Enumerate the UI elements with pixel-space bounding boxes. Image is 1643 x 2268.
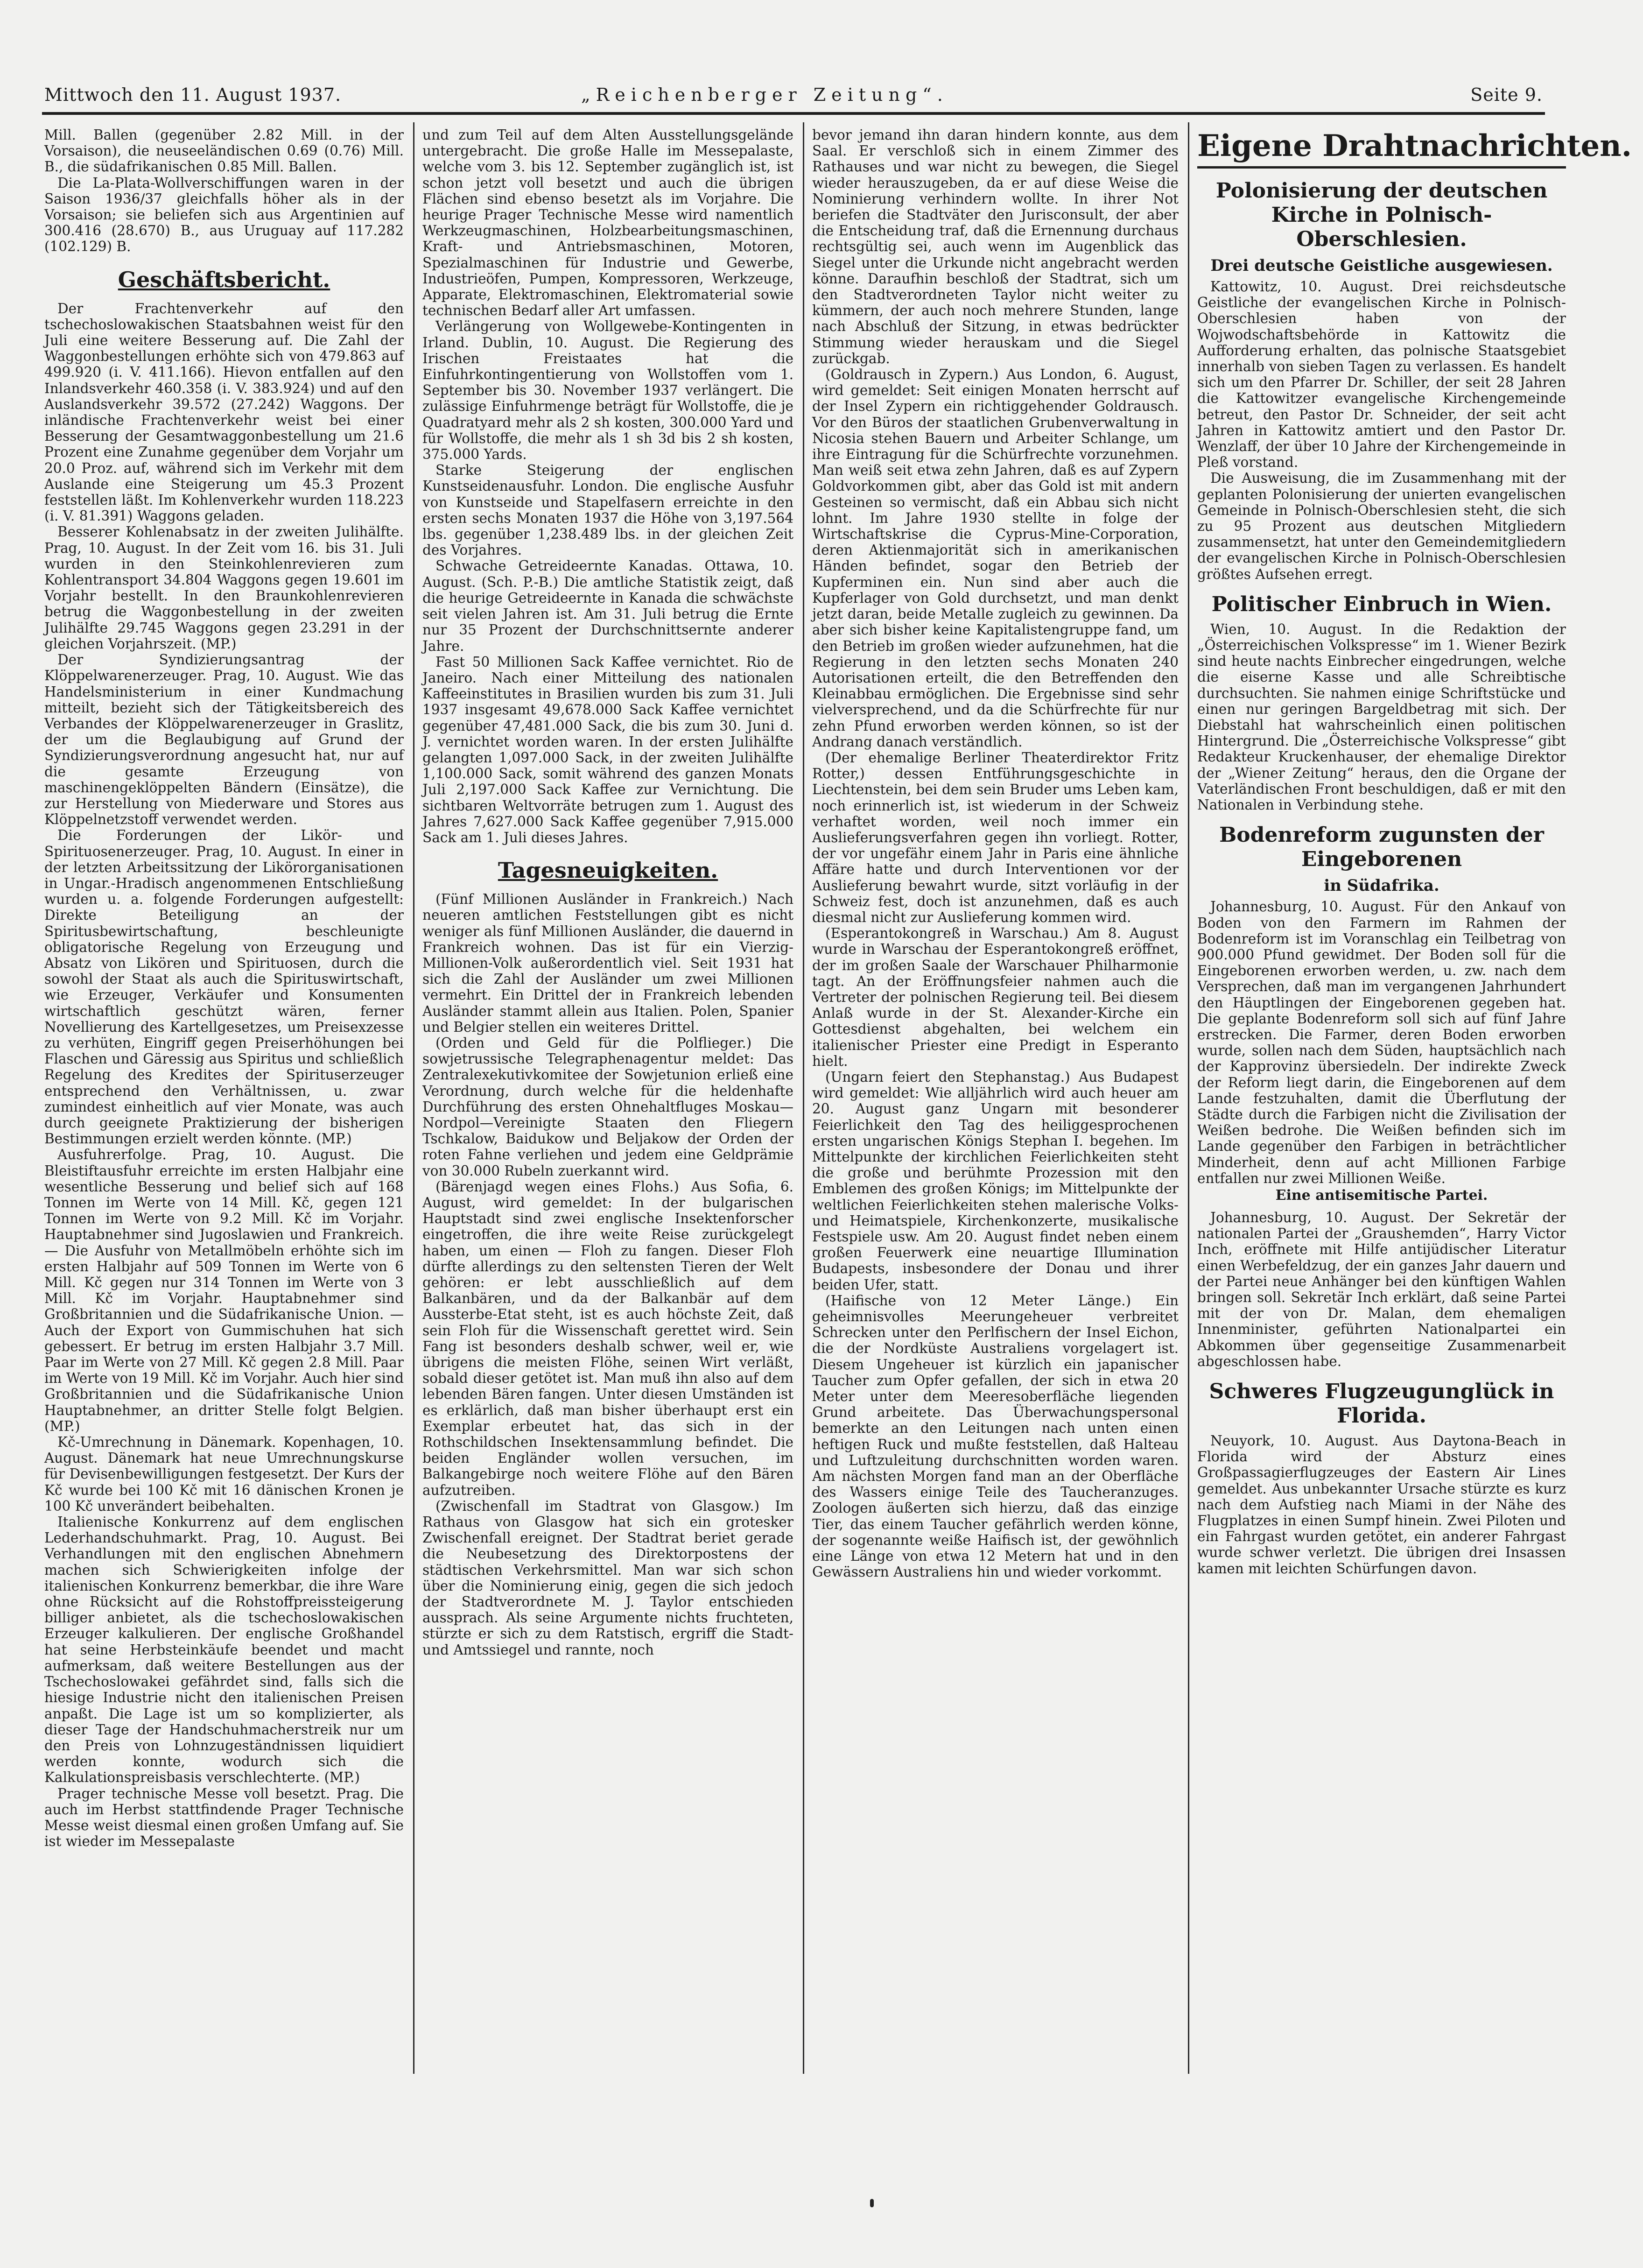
column-divider	[413, 122, 414, 2074]
article-text: Johannesburg, 10. August. Für den Ankauf von Boden von den Farmern im Rahmen der Bodenreform ist im Voranschlag ein Teilbetrag von 900.000 Pfund gewidmet. Der Boden soll für die Eingeborenen erworben werden, u. zw. nach dem Versprechen, daß man im vergangenen Jahrhundert den Häuptlingen der Eingeborenen gegeben hat. Die geplante Bodenreform soll sich auf fünf Jahre erstrecken. Die Farmer, deren Boden erworben wurde, sollen nach dem Süden, hauptsächlich nach der Kapprovinz übersiedeln. Der indirekte Zweck der Reform liegt darin, die Eingeborenen auf dem Lande festzuhalten, damit die Überflutung der Städte durch die Farbigen nicht die Zivilisation der Weißen bedrohe. Die Weißen befinden sich im Lande gegenüber den Farbigen in beträchtlicher Minderheit, denn auf acht Millionen Farbige entfallen nur zwei Millionen Weiße.	[1197, 899, 1566, 1186]
article-text: (Bärenjagd wegen eines Flohs.) Aus Sofia, 6. August, wird gemeldet: In der bulgarischen Hauptstadt sind zwei englische Insektenforscher eingetroffen, die ihre weite Reise zurückgelegt haben, um einen — Floh zu fangen. Dieser Floh dürfte allerdings zu den seltensten Tieren der Welt gehören: er lebt ausschließlich auf dem Balkanbären, und da der Balkanbär auf dem Aussterbe-Etat steht, ist es auch höchste Zeit, daß sein Floh für die Wissenschaft gerettet wird. Sein Fang ist besonders deshalb schwer, weil er, wie übrigens die meisten Flöhe, seinen Wirt verläßt, sobald dieser getötet ist. Man muß ihn also auf dem lebenden Bären fangen. Unter diesen Umständen ist es erklärlich, daß man bisher überhaupt erst ein Exemplar erbeutet hat, das sich in der Rothschildschen Insektensammlung befindet. Die beiden Engländer wollen versuchen, im Balkangebirge noch weitere Flöhe auf den Bären aufzutreiben.	[422, 1178, 793, 1498]
column-divider	[803, 122, 804, 2074]
article-text: Starke Steigerung der englischen Kunstseidenausfuhr. London. Die englische Ausfuhr von Kunstseide und Stapelfasern erreichte in den ersten sechs Monaten 1937 die Höhe von 3,197.564 lbs. gegenüber 1,238.489 lbs. in der gleichen Zeit des Vorjahres.	[422, 462, 793, 558]
article-text: und zum Teil auf dem Alten Ausstellungsgelände untergebracht. Die große Halle im Messepalaste, welche vom 3. bis 12. September zugänglich ist, ist schon jetzt voll besetzt und auch die übrigen Flächen sind ebenso besetzt als im Vorjahre. Die heurige Prager Technische Messe wird namentlich Werkzeugmaschinen, Holzbearbeitungsmaschinen, Kraft- und Antriebsmaschinen, Motoren, Spezialmaschinen für Industrie und Gewerbe, Industrieöfen, Pumpen, Kompressoren, Werkzeuge, Apparate, Elektromaschinen, Elektromaterial sowie technischen Bedarf aller Art umfassen.	[422, 127, 793, 319]
article-text: (Der ehemalige Berliner Theaterdirektor Fritz Rotter,) dessen Entführungsgeschichte in Liechtenstein, bei dem sein Bruder ums Leben kam, noch erinnerlich ist, ist wiederum in der Schweiz verhaftet worden, weil noch immer ein Auslieferungsverfahren gegen ihn vorliegt. Rotter, der vor ungefähr einem Jahr in Paris eine ähnliche Affäre hatte und durch Interventionen vor der Auslieferung bewahrt wurde, sitzt vorläufig in der Schweiz fest, doch ist anzunehmen, daß es auch diesmal nicht zur Auslieferung kommen wird.	[812, 749, 1179, 925]
article-subheadline: Eine antisemitische Partei.	[1275, 1187, 1488, 1204]
article-text: bevor jemand ihn daran hindern konnte, aus dem Saal. Er verschloß sich in einem Zimmer des Rathauses und war nicht zu bewegen, die Siegel wieder herauszugeben, da er auf diese Weise die Nominierung verhindern wollte. In ihrer Not beriefen die Stadtväter den Jurisconsult, der aber die Entscheidung traf, daß die Ernennung durchaus rechtsgültig sei, auch wenn im Augenblick das Siegel unter die Urkunde nicht angebracht werden könne. Daraufhin beschloß der Stadtrat, sich um den Stadtverordneten Taylor nicht weiter zu kümmern, der auch noch mehrere Stunden, lange nach Abschluß der Sitzung, in etwas bedrückter Stimmung wieder herauskam und die Siegel zurückgab.	[812, 127, 1179, 366]
article-text: Wien, 10. August. In die Redaktion der „Österreichischen Volkspresse“ im 1. Wiener Bezirk sind heute nachts Einbrecher eingedrungen, welche die eiserne Kasse und alle Schreibtische durchsuchten. Sie nahmen einige Schriftstücke und einen nur geringen Bargeldbetrag mit sich. Der Diebstahl hat wahrscheinlich einen politischen Hintergrund. Die „Österreichische Volkspresse“ gibt Redakteur Kruckenhauser, der ehemalige Direktor der „Wiener Zeitung“ heraus, den die Organe der Vaterländischen Front beschuldigen, daß er mit den Nationalen in Verbindung stehe.	[1197, 621, 1566, 813]
article-text: Italienische Konkurrenz auf dem englischen Lederhandschuhmarkt. Prag, 10. August. Bei Verhandlungen mit den englischen Abnehmern machen sich Schwierigkeiten infolge der italienischen Konkurrenz bemerkbar, die ihre Ware ohne Rücksicht auf die Rohstoffpreissteigerung billiger anbietet, als die tschechoslowakischen Erzeuger kalkulieren. Der englische Großhandel hat seine Herbsteinkäufe beendet und macht aufmerksam, daß weitere Bestellungen aus der Tschechoslowakei gefährdet sind, falls sich die hiesige Industrie nicht den italienischen Preisen anpaßt. Die Lage ist um so komplizierter, als dieser Tage der Handschuhmacherstreik nur um den Preis von Lohnzugeständnissen liquidiert werden konnte, wodurch sich die Kalkulationspreisbasis verschlechterte. (MP.)	[44, 1514, 404, 1786]
article-subheadline: Drei deutsche Geistliche ausgewiesen.	[1210, 256, 1553, 275]
ink-speck	[870, 2199, 874, 2207]
article-text: Mill. Ballen (gegenüber 2.82 Mill. in der Vorsaison), die neuseeländischen 0.69 (0.76) Mill. B., die südafrikanischen 0.85 Mill. Ballen.	[44, 127, 404, 175]
article-text: (Fünf Millionen Ausländer in Frankreich.) Nach neueren amtlichen Feststellungen gibt es nicht weniger als fünf Millionen Ausländer, die dauernd in Frankreich wohnen. Das ist für ein Vierzig-Millionen-Volk außerordentlich viel. Seit 1931 hat sich die Zahl der Ausländer um zwei Millionen vermehrt. Ein Drittel der in Frankreich lebenden Ausländer stammt allein aus Italien. Polen, Spanier und Belgier stellen ein weiteres Drittel.	[422, 891, 793, 1035]
article-text: Kč-Umrechnung in Dänemark. Kopenhagen, 10. August. Dänemark hat neue Umrechnungskurse für Devisenbewilligungen festgesetzt. Der Kurs der Kč wurde bei 100 Kč mit 16 dänischen Kronen je 100 Kč unverändert beibehalten.	[44, 1434, 404, 1514]
column-3	[812, 127, 1179, 2078]
column-divider	[1188, 122, 1189, 2074]
article-text: Johannesburg, 10. August. Der Sekretär der nationalen Partei der „Graushemden“, Harry Victor Inch, eröffnete mit Hilfe antijüdischer Literatur einen Werbefeldzug, der ein ganzes Jahr dauern und der Partei neue Anhänger bei den künftigen Wahlen bringen soll. Sekretär Inch erklärt, daß seine Partei mit der von Dr. Malan, dem ehemaligen Innenminister, geführten Nationalpartei ein Abkommen über gegenseitige Zusammenarbeit abgeschlossen habe.	[1197, 1209, 1566, 1369]
article-text: Neuyork, 10. August. Aus Daytona-Beach in Florida wird der Absturz eines Großpassagierflugzeuges der Eastern Air Lines gemeldet. Aus unbekannter Ursache stürzte es kurz nach dem Aufstieg nach Miami in der Nähe des Flugplatzes in einen Sumpf hinein. Zwei Piloten und ein Fahrgast wurden getötet, ein anderer Fahrgast wurde schwer verletzt. Die übrigen drei Insassen kamen mit leichten Schürfungen davon.	[1197, 1432, 1566, 1577]
article-text: Die Ausweisung, die im Zusammenhang mit der geplanten Polonisierung der unierten evangelischen Gemeinde in Polnisch-Oberschlesien steht, die sich zu 95 Prozent aus deutschen Mitgliedern zusammensetzt, hat unter den Gemeindemitgliedern der evangelischen Kirche in Polnisch-Oberschlesien größtes Aufsehen erregt.	[1197, 470, 1566, 582]
article-text: Die La-Plata-Wollverschiffungen waren in der Saison 1936/37 gleichfalls höher als in der Vorsaison; sie beliefen sich aus Argentinien auf 300.416 (28.670) B., aus Uruguay auf 117.282 (102.129) B.	[44, 175, 404, 255]
column-2	[422, 127, 793, 2078]
article-headline: Schweres Flugzeugunglück in Florida.	[1209, 1379, 1554, 1428]
page-number: Seite 9.	[1470, 85, 1543, 105]
article-text: Ausfuhrerfolge. Prag, 10. August. Die Bleistiftausfuhr erreichte im ersten Halbjahr eine wesentliche Besserung und belief sich auf 168 Tonnen im Werte von 14 Mill. Kč, gegen 121 Tonnen im Werte von 9.2 Mill. Kč im Vorjahr. Hauptabnehmer sind Jugoslawien und Frankreich. — Die Ausfuhr von Metallmöbeln erhöhte sich im ersten Halbjahr auf 509 Tonnen im Werte von 6 Mill. Kč gegen nur 314 Tonnen im Werte von 3 Mill. Kč im Vorjahr. Hauptabnehmer sind Großbritannien und die Südafrikanische Union. — Auch der Export von Gummischuhen hat sich gebessert. Er betrug im ersten Halbjahr 3.7 Mill. Paar im Werte von 27 Mill. Kč gegen 2.8 Mill. Paar im Werte von 19 Mill. Kč im Vorjahr. Auch hier sind Großbritannien und die Südafrikanische Union Hauptabnehmer, an dritter Stelle folgt Belgien. (MP.)	[44, 1147, 404, 1434]
article-text: (Ungarn feiert den Stephanstag.) Aus Budapest wird gemeldet: Wie alljährlich wird auch heuer am 20. August ganz Ungarn mit besonderer Feierlichkeit den Tag des heiliggesprochenen ersten ungarischen Königs Stephan I. begehen. Im Mittelpunkte der kirchlichen Feierlichkeiten steht die große und berühmte Prozession mit den Emblemen des großen Königs; im Mittelpunkte der weltlichen Feierlichkeiten stehen malerische Volks- und Heimatspiele, Kirchenkonzerte, musikalische Festspiele usw. Am 20. August findet neben einem großen Feuerwerk eine neuartige Illumination Budapests, insbesondere der Donau und ihrer beiden Ufer, statt.	[812, 1069, 1179, 1293]
section-heading: Geschäftsbericht.	[118, 267, 330, 292]
article-text: Der Syndizierungsantrag der Klöppelwarenerzeuger. Prag, 10. August. Wie das Handelsministerium in einer Kundmachung mitteilt, bezieht sich der Tätigkeitsbereich des Verbandes der Klöppelwarenerzeuger in Graslitz, der um die Beglaubigung auf Grund der Syndizierungsverordnung angesucht hat, nur auf die gesamte Erzeugung von maschinengeklöppelten Bändern (Einsätze), die zur Herstellung von Miederware und Stores aus Klöppelnetzstoff verwendet werden.	[44, 652, 404, 828]
article-text: Besserer Kohlenabsatz in der zweiten Julihälfte. Prag, 10. August. In der Zeit vom 16. bis 31. Juli wurden in den Steinkohlenrevieren zum Kohlentransport 34.804 Waggons gegen 19.601 im Vorjahr bestellt. In den Braunkohlenrevieren betrug die Waggonbestellung in der zweiten Julihälfte 29.745 Waggons gegen 23.291 in der gleichen Vorjahrszeit. (MP.)	[44, 524, 404, 652]
article-headline: Bodenreform zugunsten der Eingeborenen	[1219, 823, 1544, 872]
article-subheadline: in Südafrika.	[1324, 876, 1439, 895]
issue-date: Mittwoch den 11. August 1937.	[44, 85, 342, 105]
article-text: (Haifische von 12 Meter Länge.) Ein geheimnisvolles Meerungeheuer verbreitet Schrecken unter den Perlfischern der Insel Eichon, die der Nordküste Australiens vorgelagert ist. Diesem Ungeheuer ist kürzlich ein japanischer Taucher zum Opfer gefallen, der sich in etwa 20 Meter unter dem Meeresoberfläche liegenden Grund arbeitete. Das Überwachungspersonal bemerkte an den Leitungen nach unten einen heftigen Ruck und mußte feststellen, daß Halteau und Luftzuleitung durchschnitten worden waren. Am nächsten Morgen fand man an der Oberfläche des Wassers einige Teile des Taucheranzuges. Zoologen äußerten sich hierzu, daß das einzige Tier, das einem Taucher gefährlich werden könne, der sogenannte weiße Haifisch ist, der gewöhnlich eine Länge von etwa 12 Metern hat und in den Gewässern Australiens hin und wieder vorkommt.	[812, 1292, 1179, 1580]
section-banner: Eigene Drahtnachrichten.	[1197, 127, 1566, 169]
article-text: Der Frachtenverkehr auf den tschechoslowakischen Staatsbahnen weist für den Juli eine weitere Besserung auf. Die Zahl der Waggonbestellungen erhöhte sich von 479.863 auf 499.920 (i. V. 411.166). Hievon entfallen auf den Inlandsverkehr 460.358 (i. V. 383.924) und auf den Auslandsverkehr 39.572 (27.242) Waggons. Der inländische Frachtenverkehr weist bei einer Besserung der Gesamtwaggonbestellung um 21.6 Prozent eine Zunahme gegenüber dem Vorjahr um 20.0 Proz. auf, während sich im Verkehr mit dem Auslande eine Steigerung um 45.3 Prozent feststellen läßt. Im Kohlenverkehr wurden 118.223 (i. V. 81.391) Waggons geladen.	[44, 300, 404, 524]
article-text: (Zwischenfall im Stadtrat von Glasgow.) Im Rathaus von Glasgow hat sich ein grotesker Zwischenfall ereignet. Der Stadtrat beriet gerade die Neubesetzung des Direktorpostens der städtischen Verkehrsmittel. Man war sich schon über die Nominierung einig, gegen die sich jedoch der Stadtverordnete M. J. Taylor entschieden aussprach. Als seine Argumente nichts fruchteten, stürzte er sich zu dem Ratstisch, ergriff die Stadt- und Amtssiegel und rannte, noch	[422, 1498, 793, 1658]
article-text: Die Forderungen der Likör- und Spirituosenerzeuger. Prag, 10. August. In einer in der letzten Arbeitssitzung der Likörorganisationen in Ungar.-Hradisch angenommenen Entschließung wurden u. a. folgende Forderungen aufgestellt: Direkte Beteiligung an der Spiritusbewirtschaftung, beschleunigte obligatorische Regelung von Erzeugung und Absatz von Likören und Spirituosen, durch die sowohl der Staat als auch die Spirituswirtschaft, wie Erzeuger, Verkäufer und Konsumenten wirtschaftlich geschützt wären, ferner Novellierung des Kartellgesetzes, um Preisexzesse zu verhüten, Eingriff gegen Preiserhöhungen bei Flaschen und Gäressig aus Spiritus und schließlich Regelung des Kredites der Spirituserzeuger entsprechend den Verhältnissen, u. zwar zumindest einheitlich auf vier Monate, was auch durch geeignete Praktizierung der bisherigen Bestimmungen erzielt werden könnte. (MP.)	[44, 827, 404, 1147]
article-headline: Politischer Einbruch in Wien.	[1211, 592, 1552, 616]
article-headline: Polonisierung der deutschen Kirche in Polnisch-Oberschlesien.	[1215, 179, 1548, 251]
article-text: Fast 50 Millionen Sack Kaffee vernichtet. Rio de Janeiro. Nach einer Mitteilung des nationalen Kaffeeinstitutes in Brasilien wurden bis zum 31. Juli 1937 insgesamt 49,678.000 Sack Kaffee vernichtet gegenüber 47,481.000 Sack, die bis zum 30. Juni d. J. vernichtet worden waren. In der ersten Julihälfte gelangten 1,097.000 Sack, in der zweiten Julihälfte 1,100.000 Sack, somit während des ganzen Monats Juli 2,197.000 Sack Kaffee zur Vernichtung. Die sichtbaren Weltvorräte betrugen zum 1. August des Jahres 7,627.000 Sack Kaffee gegenüber 7,915.000 Sack am 1. Juli dieses Jahres.	[422, 654, 793, 845]
article-text: Schwache Getreideernte Kanadas. Ottawa, 10. August. (Sch. P.-B.) Die amtliche Statistik zeigt, daß die heurige Getreideernte in Kanada die schwächste seit vielen Jahren ist. Am 31. Juli betrug die Ernte nur 35 Prozent der Durchschnittsernte anderer Jahre.	[422, 558, 793, 654]
section-heading: Tagesneuigkeiten.	[498, 858, 718, 883]
article-text: (Goldrausch in Zypern.) Aus London, 6. August, wird gemeldet: Seit einigen Monaten herrscht auf der Insel Zypern ein richtiggehender Goldrausch. Vor den Büros der staatlichen Grubenverwaltung in Nicosia stehen Bauern und Arbeiter Schlange, um ihre Eintragung für die Schürfrechte vorzunehmen. Man weiß seit etwa zehn Jahren, daß es auf Zypern Goldvorkommen gibt, aber das Gold ist mit andern Gesteinen so vermischt, daß ein Abbau sich nicht lohnt. Im Jahre 1930 stellte in folge der Wirtschaftskrise die Cyprus-Mine-Corporation, deren Aktienmajorität sich in amerikanischen Händen befindet, sogar den Betrieb der Kupferminen ein. Nun sind aber auch die Kupferlager von Gold durchsetzt, und man denkt jetzt daran, beide Metalle zugleich zu gewinnen. Da aber sich bisher keine Kapitalistengruppe fand, um den Betrieb im großen wieder aufzunehmen, hat die Regierung in den letzten sechs Monaten 240 Autorisationen erteilt, die den Betreffenden den Kleinabbau ermöglichen. Die Ergebnisse sind sehr vielversprechend, und da die Schürfrechte für nur zehn Pfund erworben werden können, so ist der Andrang danach verständlich.	[812, 366, 1179, 750]
masthead	[44, 82, 1543, 110]
article-text: Verlängerung von Wollgewebe-Kontingenten in Irland. Dublin, 10. August. Die Regierung des Irischen Freistaates hat die Einfuhrkontingentierung von Wollstoffen vom 1. September bis 30. November 1937 verlängert. Die zulässige Einfuhrmenge beträgt für Wollstoffe, die je Quadratyard mehr als 2 sh kosten, 300.000 Yard und für Wollstoffe, die mehr als 1 sh 3d bis 2 sh kosten, 375.000 Yards.	[422, 318, 793, 463]
column-4	[1197, 127, 1632, 2078]
article-text: Prager technische Messe voll besetzt. Prag. Die auch im Herbst stattfindende Prager Technische Messe weist diesmal einen großen Umfang auf. Sie ist wieder im Messepalaste	[44, 1785, 404, 1850]
article-text: (Orden und Geld für die Polflieger.) Die sowjetrussische Telegraphenagentur meldet: Das Zentralexekutivkomitee der Sowjetunion erließ eine Verordnung, durch welche für die heldenhafte Durchführung des ersten Ohnehaltfluges Moskau—Nordpol—Vereinigte Staaten den Fliegern Tschkalow, Baidukow und Beljakow der Orden der roten Fahne verliehen und jedem eine Geldprämie von 30.000 Rubeln zuerkannt wird.	[422, 1035, 793, 1179]
masthead-rule	[42, 112, 1545, 115]
article-text: (Esperantokongreß in Warschau.) Am 8. August wurde in Warschau der Esperantokongreß eröffnet, der im großen Saale der Warschauer Philharmonie tagt. An der Eröffnungsfeier nahmen auch die Vertreter der polnischen Regierung teil. Bei diesem Anlaß wurde in der St. Alexander-Kirche ein Gottesdienst abgehalten, bei welchem ein italienischer Priester eine Predigt in Esperanto hielt.	[812, 925, 1179, 1069]
article-text: Kattowitz, 10. August. Drei reichsdeutsche Geistliche der evangelischen Kirche in Polnisch-Oberschlesien haben von der Wojwodschaftsbehörde in Kattowitz die Aufforderung erhalten, das polnische Staatsgebiet innerhalb von sieben Tagen zu verlassen. Es handelt sich um den Pfarrer Dr. Schiller, der seit 28 Jahren die Kattowitzer evangelische Kirchengemeinde betreut, den Pastor Dr. Schneider, der seit acht Jahren in Kattowitz amtiert und den Pastor Dr. Wenzlaff, der über 10 Jahre der Kirchengemeinde in Pleß vorstand.	[1197, 279, 1566, 471]
newspaper-title: „Reichenberger Zeitung“.	[581, 85, 948, 105]
column-1	[44, 127, 404, 2078]
